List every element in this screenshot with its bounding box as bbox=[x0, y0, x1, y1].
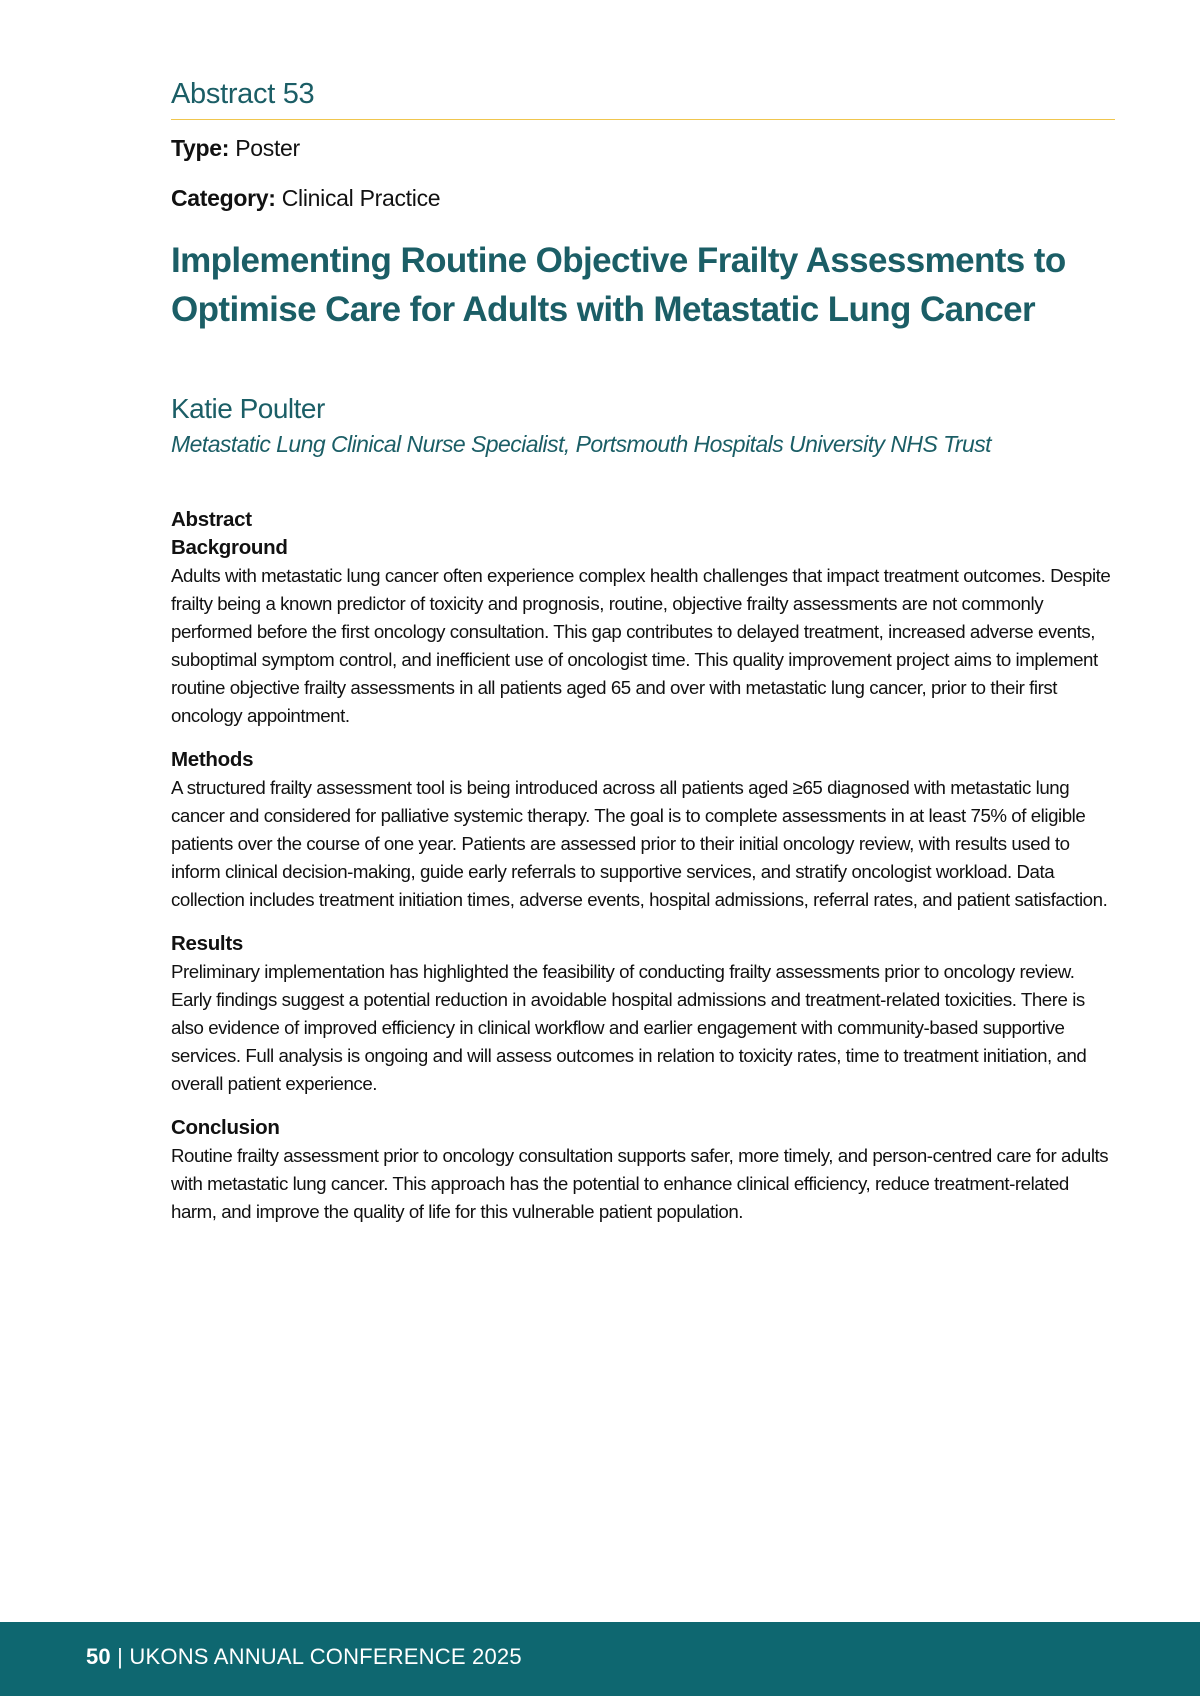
author-affiliation: Metastatic Lung Clinical Nurse Specialist, Portsmouth Hospitals University NHS Trust bbox=[171, 431, 992, 457]
section-heading: Conclusion bbox=[171, 1116, 280, 1139]
footer-separator: | bbox=[110, 1644, 130, 1669]
footer-band bbox=[0, 1622, 1200, 1696]
category-value: Clinical Practice bbox=[281, 185, 441, 211]
section-text: Adults with metastatic lung cancer often experience complex health challenges that impact treatment outcomes. Despite frailty being a known predictor of toxicity and prognosis, routine, objective frailty assessments are not commonly performed before the first oncology consultation. This gap contributes to delayed treatment, increased adverse events, suboptimal symptom control, and inefficient use of oncologist time. This quality improvement project aims to implement routine objective frailty assessments in all patients aged 65 and over with metastatic lung cancer, prior to their first oncology appointment. bbox=[171, 565, 1111, 726]
abstract-title bbox=[171, 236, 1115, 334]
meta-category bbox=[171, 185, 440, 212]
section-heading: Results bbox=[171, 932, 243, 955]
section-text: A structured frailty assessment tool is being introduced across all patients aged ≥65 diagnosed with metastatic lung cancer and considered for palliative systemic therapy. The goal is to complete assessments in at least 75% of eligible patients over the course of one year. Patients are assessed prior to their initial oncology review, with results used to inform clinical decision-making, guide early referrals to supportive services, and stratify oncologist workload. Data collection includes treatment initiation times, adverse events, hospital admissions, referral rates, and patient satisfaction. bbox=[171, 777, 1108, 910]
type-value: Poster bbox=[235, 135, 300, 161]
section-text: Preliminary implementation has highlighted the feasibility of conducting frailty assessments prior to oncology review. Early findings suggest a potential reduction in avoidable hospital admissions and treatment-related toxicities. There is also evidence of improved efficiency in clinical workflow and earlier engagement with community-based supportive services. Full analysis is ongoing and will assess outcomes in relation to toxicity rates, time to treatment initiation, and overall patient experience. bbox=[171, 961, 1087, 1094]
section-heading: Methods bbox=[171, 748, 254, 771]
section-background bbox=[171, 534, 1115, 730]
title-line: Implementing Routine Objective Frailty Assessments to bbox=[171, 241, 1066, 280]
section-text: Routine frailty assessment prior to oncology consultation supports safer, more timely, and person-centred care for adults with metastatic lung cancer. This approach has the potential to enhance clinical efficiency, reduce treatment-related harm, and improve the quality of life for this vulnerable patient population. bbox=[171, 1145, 1109, 1222]
author-name: Katie Poulter bbox=[171, 393, 325, 424]
header-divider bbox=[171, 119, 1115, 120]
type-label: Type: bbox=[171, 135, 230, 161]
meta-type bbox=[171, 135, 300, 162]
abstract-number: Abstract 53 bbox=[171, 78, 315, 110]
category-label: Category: bbox=[171, 185, 276, 211]
publication-name: UKONS ANNUAL CONFERENCE 2025 bbox=[129, 1644, 522, 1669]
section-heading: Background bbox=[171, 536, 288, 559]
title-line: Optimise Care for Adults with Metastatic Lung Cancer bbox=[171, 290, 1036, 329]
section-results bbox=[171, 930, 1115, 1098]
section-conclusion bbox=[171, 1114, 1115, 1226]
section-methods bbox=[171, 746, 1115, 914]
page-number: 50 bbox=[86, 1644, 111, 1669]
footer-text bbox=[86, 1644, 522, 1670]
abstract-heading: Abstract bbox=[171, 508, 252, 531]
abstract-body bbox=[171, 506, 1115, 1242]
